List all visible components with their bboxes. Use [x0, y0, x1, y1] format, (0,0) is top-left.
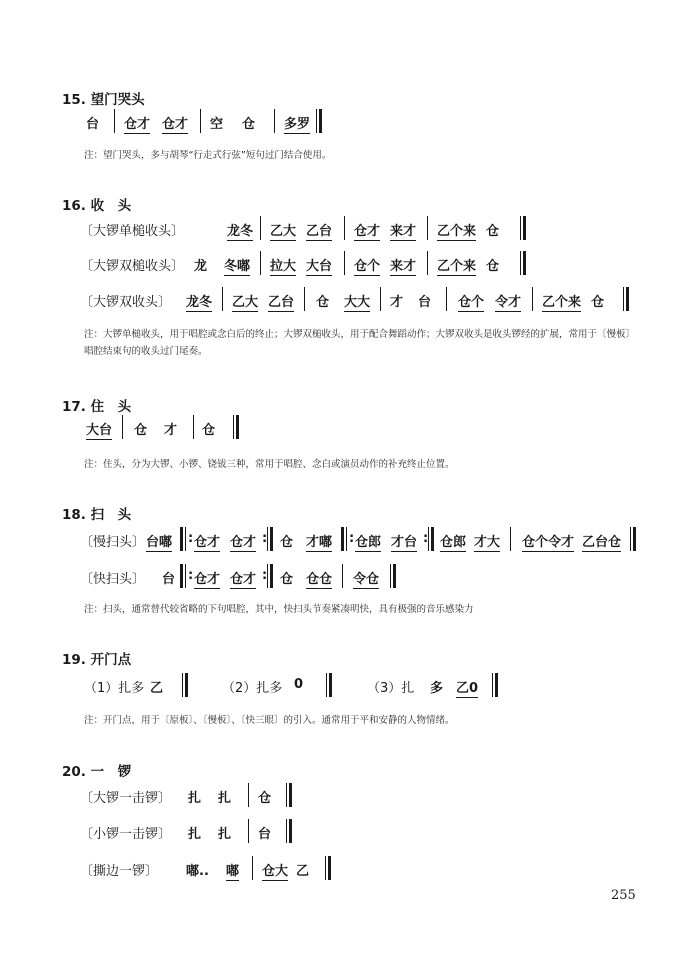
beat: 仓郎 [440, 531, 466, 552]
barline [260, 251, 261, 275]
beat: 仓才 [124, 113, 150, 134]
row-label: 〔大锣双收头〕 [80, 295, 172, 310]
final-barline [520, 216, 527, 240]
score-row-16a [80, 216, 540, 242]
beat: 仓才 [162, 113, 188, 134]
barline [260, 216, 261, 240]
barline [122, 415, 123, 439]
barline [274, 109, 275, 133]
barline [427, 216, 428, 240]
beat: 台 [86, 117, 100, 132]
barline [427, 251, 428, 275]
section-17-note: 注：住头，分为大锣、小锣、铙钹三种，常用于唱腔、念白或演员动作的补充终止位置。 [84, 459, 455, 470]
beat: 乙 [150, 681, 164, 696]
barline [252, 856, 253, 880]
beat: 乙台 [268, 291, 294, 312]
row-label: 〔大锣双槌收头〕 [80, 259, 185, 274]
beat: 来才 [390, 220, 416, 241]
beat: 多 [430, 681, 444, 696]
beat: 仓个令才 [522, 531, 574, 552]
beat: 仓才 [354, 220, 380, 241]
beat: 仓才 [194, 568, 220, 589]
barline [114, 109, 115, 133]
barline [248, 783, 249, 807]
beat: 才嘟 [306, 531, 332, 552]
final-barline [492, 673, 499, 697]
beat: 扎 [218, 827, 232, 842]
beat: 台 [258, 827, 272, 842]
repeat-dots: : [349, 531, 355, 546]
score-row-20b [80, 819, 320, 845]
beat: 令仓 [353, 568, 379, 589]
row-label: 〔大锣单槌收头〕 [80, 224, 185, 239]
beat: 乙台仓 [582, 531, 621, 552]
section-16-note: 注：大锣单槌收头，用于唱腔或念白后的终止；大锣双槌收头，用于配合舞蹈动作；大锣双收头是收头锣经的扩展，常用于〔慢板〕唱腔结束句的收头过门尾奏。 [84, 329, 636, 357]
beat: 仓个 [354, 255, 380, 276]
score-row-15 [80, 109, 340, 135]
score-row-20c [80, 856, 360, 882]
beat: 仓 [242, 117, 256, 132]
beat: 多罗 [284, 113, 310, 134]
barline [532, 287, 533, 311]
page-number: 255 [611, 888, 636, 903]
beat: 仓郎 [355, 531, 381, 552]
barline [344, 216, 345, 240]
score-row-18a [80, 527, 660, 553]
beat: 乙个来 [437, 255, 476, 276]
final-barline [286, 783, 293, 807]
beat: （1）扎多 [84, 681, 145, 696]
beat: 令才 [495, 291, 521, 312]
barline [304, 287, 305, 311]
barline [344, 251, 345, 275]
final-barline [286, 819, 293, 843]
beat: 来才 [390, 255, 416, 276]
beat: 大大 [344, 291, 370, 312]
repeat-dots: : [262, 568, 268, 583]
final-barline [390, 564, 397, 588]
barline [248, 819, 249, 843]
repeat-dots: : [262, 531, 268, 546]
beat: 嘟 [226, 860, 239, 881]
beat: 仓才 [194, 531, 220, 552]
beat: 才 [390, 295, 404, 310]
final-barline [233, 415, 240, 439]
beat: 仓才 [230, 568, 256, 589]
section-15-note: 注：望门哭头，多与胡琴“行走式行弦”短句过门结合使用。 [84, 150, 332, 161]
beat: 仓 [280, 572, 294, 587]
beat: 乙个来 [437, 220, 476, 241]
section-18-heading: 18. 扫 头 [62, 507, 132, 523]
section-15-heading: 15. 望门哭头 [62, 92, 145, 108]
beat: 仓 [486, 259, 500, 274]
final-barline [182, 673, 189, 697]
beat: 乙0 [456, 677, 478, 698]
barline [200, 109, 201, 133]
section-19-note: 注：开门点，用于〔原板〕、〔慢板〕、〔快三眼〕的引入。通常用于平和安静的人物情绪。 [84, 715, 455, 726]
section-17-heading: 17. 住 头 [62, 399, 132, 415]
beat: 乙台 [306, 220, 332, 241]
beat: 乙大 [270, 220, 296, 241]
beat: 仓 [258, 791, 272, 806]
beat: 冬嘟 [224, 255, 250, 276]
barline [510, 527, 511, 551]
score-row-20a [80, 783, 320, 809]
row-label: 〔小锣一击锣〕 [80, 827, 172, 842]
beat: 台 [418, 295, 432, 310]
beat: 才大 [474, 531, 500, 552]
final-barline [326, 673, 333, 697]
beat: 才台 [391, 531, 417, 552]
beat: 仓 [134, 423, 148, 438]
beat: 仓 [316, 295, 330, 310]
beat: 拉大 [270, 255, 296, 276]
beat: 仓才 [230, 531, 256, 552]
beat: 扎 [188, 827, 202, 842]
beat: 仓大 [262, 860, 288, 881]
beat: 才 [164, 423, 178, 438]
beat: 扎 [218, 791, 232, 806]
final-barline [316, 109, 323, 133]
score-row-16b [80, 251, 540, 277]
beat: 大台 [306, 255, 332, 276]
final-barline [630, 527, 637, 551]
score-row-18b [80, 564, 410, 590]
score-row-19 [80, 673, 520, 699]
barline [342, 564, 343, 588]
barline [222, 287, 223, 311]
beat: 仓 [591, 295, 605, 310]
final-barline [325, 856, 332, 880]
repeat-dots: : [188, 531, 194, 546]
score-row-16c [80, 287, 640, 313]
beat: 龙冬 [227, 220, 253, 241]
score-row-17 [80, 415, 280, 441]
beat: 台 [162, 572, 176, 587]
repeat-dots: : [188, 568, 194, 583]
beat: 仓 [280, 535, 294, 550]
beat: 嘟.. [186, 864, 209, 879]
section-20-heading: 20. 一 锣 [62, 764, 132, 780]
repeat-dots: : [423, 531, 429, 546]
section-16-heading: 16. 收 头 [62, 198, 132, 214]
beat: 龙 [194, 259, 208, 274]
beat: 台嘟 [146, 531, 172, 552]
beat: 大台 [86, 419, 112, 440]
beat: 仓 [486, 224, 500, 239]
barline [446, 287, 447, 311]
beat: （3）扎 [367, 681, 415, 696]
barline [193, 415, 194, 439]
beat: 龙冬 [186, 291, 212, 312]
beat: 仓仓 [306, 568, 332, 589]
row-label: 〔撕边一锣〕 [80, 864, 159, 879]
section-19-heading: 19. 开门点 [62, 652, 132, 668]
beat: 仓 [202, 423, 216, 438]
row-label: 〔慢扫头〕 [80, 535, 146, 550]
beat: 空 [210, 117, 224, 132]
beat: 仓个 [458, 291, 484, 312]
section-18-note: 注：扫头，通常替代较省略的下句唱腔，其中，快扫头节奏紧凑明快，具有极强的音乐感染力 [84, 604, 474, 615]
row-label: 〔大锣一击锣〕 [80, 791, 172, 806]
beat: （2）扎多 [222, 681, 283, 696]
final-barline [520, 251, 527, 275]
beat: 乙大 [232, 291, 258, 312]
beat: 乙个来 [542, 291, 581, 312]
beat: 扎 [188, 791, 202, 806]
final-barline [623, 287, 630, 311]
beat: 乙 [296, 864, 310, 879]
beat: 0 [294, 677, 304, 692]
row-label: 〔快扫头〕 [80, 572, 146, 587]
barline [380, 287, 381, 311]
